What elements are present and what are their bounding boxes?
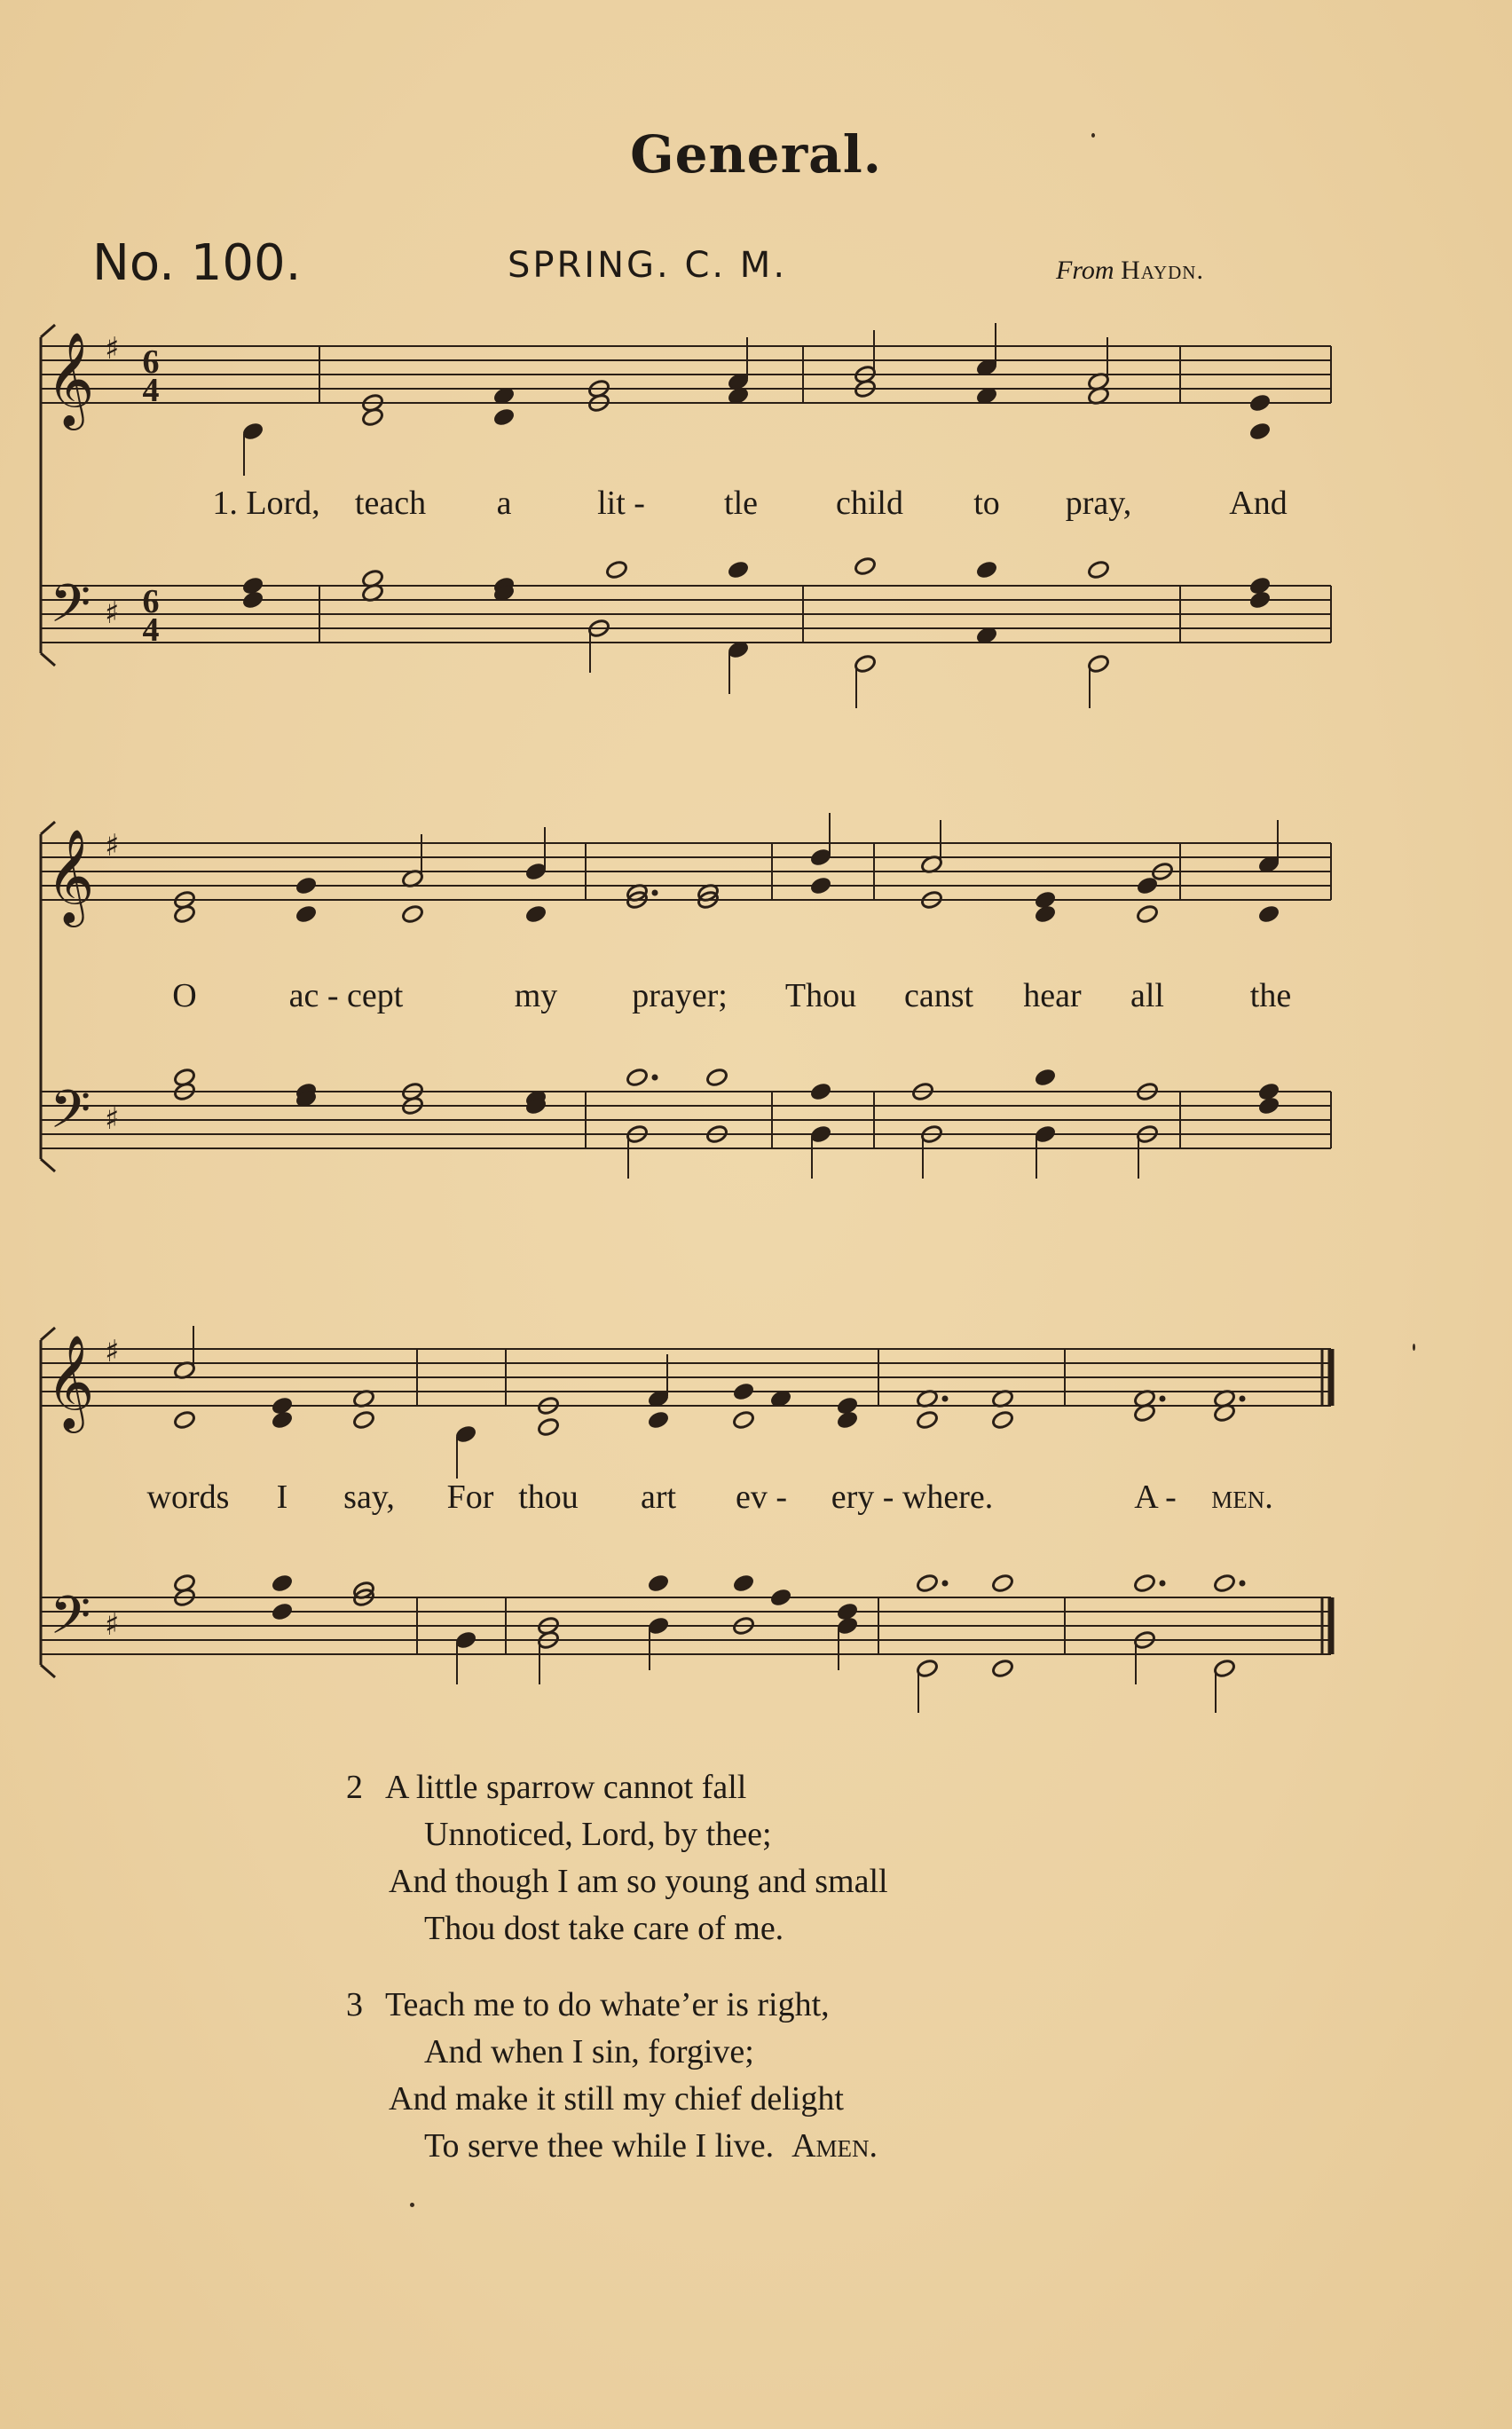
quarter-note-head [836, 1410, 859, 1431]
lyric-word: art [640, 1479, 677, 1516]
augmentation-dot [942, 1396, 949, 1402]
lyric-word: all [1130, 977, 1164, 1014]
lyric-word: thou [518, 1479, 579, 1516]
quarter-note-head [1034, 904, 1057, 925]
quarter-note-head [769, 1588, 792, 1608]
lyric-word: a [496, 485, 512, 522]
half-note-head [991, 1659, 1014, 1679]
quarter-note-head [1248, 590, 1272, 611]
half-note-head [732, 1410, 755, 1431]
sharp-icon: ♯ [105, 1334, 120, 1369]
sharp-icon: ♯ [105, 331, 120, 367]
lyric-word: to [973, 485, 1000, 522]
treble-clef-icon: 𝄞 [46, 331, 95, 426]
sharp-icon: ♯ [105, 828, 120, 864]
half-note-head [401, 904, 424, 925]
quarter-note-head [1248, 422, 1272, 442]
quarter-note-head [647, 1410, 670, 1431]
attribution-composer: Haydn. [1121, 256, 1204, 285]
attribution-from: From [1056, 256, 1114, 285]
verse-line: Thou dost take care of me. [424, 1910, 784, 1947]
lyric-word: say, [343, 1479, 395, 1516]
augmentation-dot [1240, 1581, 1246, 1587]
lyric-word: tle [724, 485, 758, 522]
paper-speck [1413, 1344, 1415, 1351]
quarter-note-head [1257, 904, 1280, 925]
paper-speck [410, 2203, 414, 2207]
augmentation-dot [942, 1581, 949, 1587]
system-brace [41, 1159, 55, 1171]
quarter-note-head [1248, 393, 1272, 414]
time-signature-top: 6 [142, 343, 160, 381]
sharp-icon: ♯ [105, 1607, 120, 1643]
half-note-head [705, 1068, 728, 1088]
quarter-note-head [732, 1382, 755, 1402]
system-brace [41, 653, 55, 666]
verse-2 [346, 1764, 888, 1952]
tune-name: SPRING. C. M. [508, 245, 788, 286]
quarter-note-head [809, 876, 832, 896]
section-title: General. [630, 124, 882, 185]
quarter-note-head [295, 876, 318, 896]
augmentation-dot [1160, 1581, 1166, 1587]
lyric-word: ac - cept [288, 977, 404, 1014]
half-note-head [916, 1573, 939, 1594]
quarter-note-head [1257, 1096, 1280, 1116]
lyric-word: And [1229, 485, 1288, 522]
half-note-head [1087, 560, 1110, 580]
time-signature-bottom: 4 [142, 611, 160, 649]
augmentation-dot [652, 1075, 658, 1081]
lyric-word: ev - [735, 1479, 788, 1516]
half-note-head [916, 1410, 939, 1431]
half-note-head [1133, 1573, 1156, 1594]
half-note-head [1213, 1573, 1236, 1594]
quarter-note-head [271, 1602, 294, 1622]
lyric-word: child [836, 485, 903, 522]
half-note-head [626, 1068, 649, 1088]
half-note-head [991, 1410, 1014, 1431]
augmentation-dot [1240, 1396, 1246, 1402]
quarter-note-head [647, 1573, 670, 1594]
lyric-word: lit - [597, 485, 645, 522]
verse-number: 2 [346, 1769, 363, 1806]
lyric-word: words [146, 1479, 230, 1516]
verse-3 [346, 1982, 878, 2170]
time-signature-top: 6 [142, 583, 160, 620]
lyric-word: men. [1211, 1479, 1273, 1516]
lyric-word: pray, [1065, 485, 1132, 522]
hymn-number: No. 100. [92, 234, 302, 292]
lyric-word: O [172, 977, 197, 1014]
half-note-head [537, 1417, 560, 1438]
quarter-note-head [732, 1573, 755, 1594]
quarter-note-head [241, 590, 264, 611]
lyrics-line-3 [0, 1478, 1512, 1522]
sharp-icon: ♯ [105, 1101, 120, 1137]
half-note-head [991, 1573, 1014, 1594]
half-note-head [352, 1410, 375, 1431]
bass-clef-icon: 𝄢 [50, 1584, 91, 1659]
half-note-head [1136, 904, 1159, 925]
sharp-icon: ♯ [105, 595, 120, 631]
lyric-word: Thou [784, 977, 857, 1014]
verse-line: And though I am so young and small [389, 1863, 888, 1900]
lyric-word: ery - where. [831, 1479, 994, 1516]
augmentation-dot [1160, 1396, 1166, 1402]
time-signature-bottom: 4 [142, 372, 160, 409]
lyric-word: 1. Lord, [212, 485, 320, 522]
quarter-note-head [975, 560, 998, 580]
half-note-head [173, 1410, 196, 1431]
half-note-head [173, 904, 196, 925]
amen-text: Amen. [791, 2127, 878, 2165]
quarter-note-head [271, 1573, 294, 1594]
lyrics-line-2 [0, 976, 1512, 1021]
quarter-note-head [295, 904, 318, 925]
quarter-note-head [271, 1410, 294, 1431]
composer-attribution [1056, 256, 1204, 286]
treble-clef-icon: 𝄞 [46, 1334, 95, 1429]
lyric-word: prayer; [632, 977, 728, 1014]
lyric-word: the [1249, 977, 1292, 1014]
quarter-note-head [809, 1082, 832, 1102]
lyric-word: hear [1023, 977, 1082, 1014]
half-note-head [361, 407, 384, 428]
lyric-word: teach [354, 485, 427, 522]
lyric-word: I [276, 1479, 288, 1516]
augmentation-dot [652, 890, 658, 896]
lyric-word: A - [1134, 1479, 1177, 1516]
quarter-note-head [1034, 1068, 1057, 1088]
half-note-head [605, 560, 628, 580]
lyric-word: my [514, 977, 558, 1014]
treble-clef-icon: 𝄞 [46, 828, 95, 923]
bass-clef-icon: 𝄢 [50, 1078, 91, 1153]
verse-line: 2 A little sparrow cannot fall [346, 1764, 888, 1811]
verse-line: To serve thee while I live. Amen. [424, 2127, 878, 2165]
verse-line: And when I sin, forgive; [424, 2033, 754, 2070]
verse-line: And make it still my chief delight [389, 2080, 844, 2117]
verse-line: Unnoticed, Lord, by thee; [424, 1816, 772, 1853]
quarter-note-head [727, 560, 750, 580]
lyrics-line-1 [0, 484, 1512, 528]
verse-line: 3 Teach me to do whate’er is right, [346, 1982, 878, 2029]
bass-clef-icon: 𝄢 [50, 572, 91, 647]
half-note-head [854, 556, 877, 577]
lyric-word: For [446, 1479, 494, 1516]
verse-number: 3 [346, 1986, 363, 2023]
quarter-note-head [492, 407, 516, 428]
system-brace [41, 1665, 55, 1677]
paper-speck [1091, 133, 1095, 138]
lyric-word: canst [903, 977, 974, 1014]
quarter-note-head [524, 904, 547, 925]
